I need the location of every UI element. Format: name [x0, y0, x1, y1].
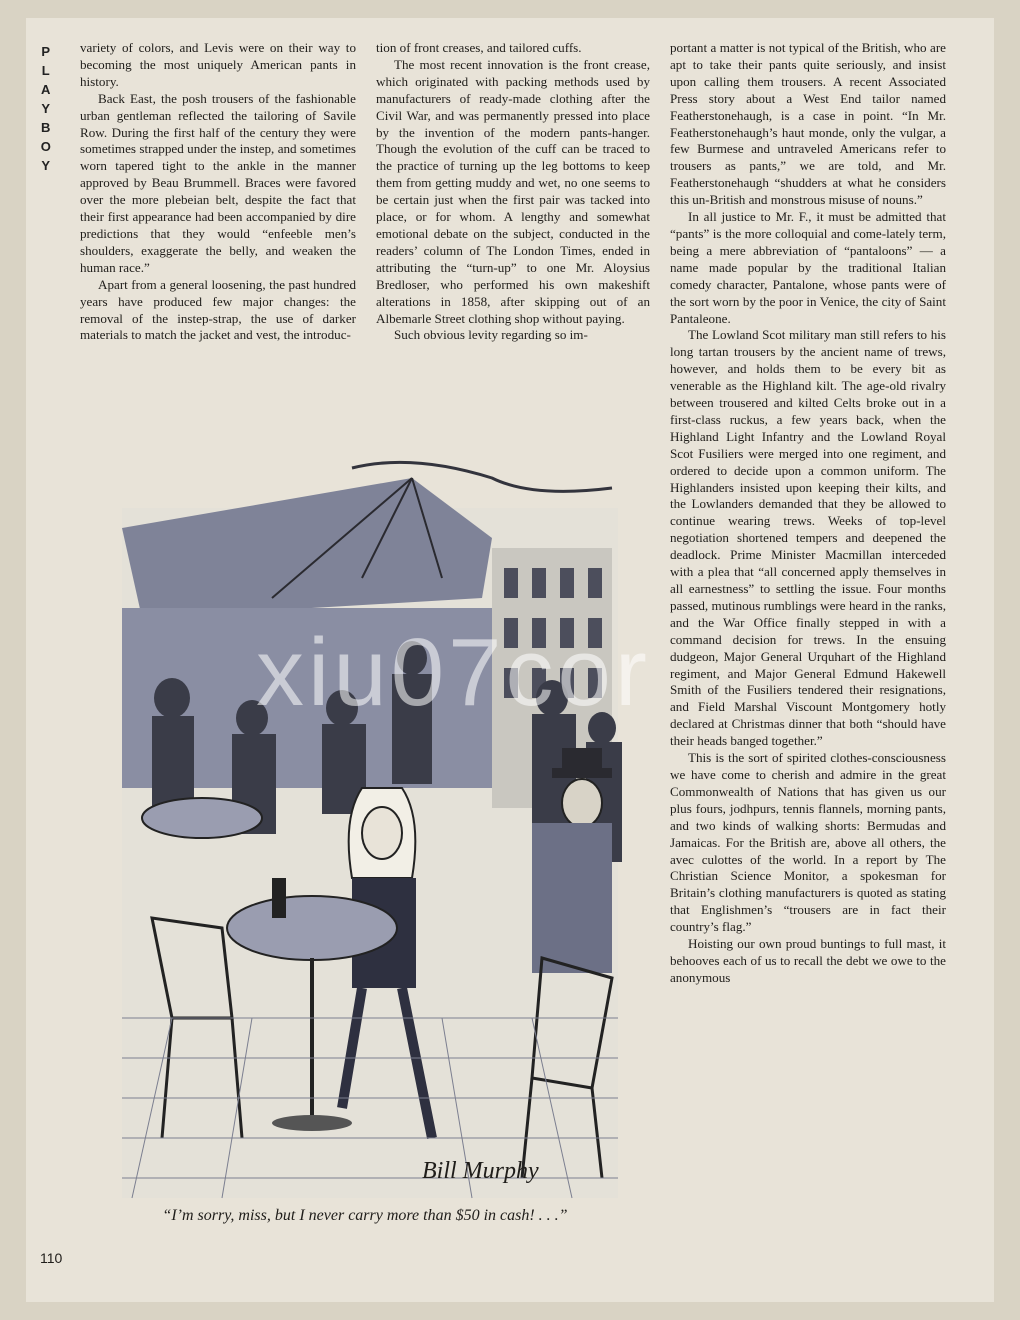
paragraph: In all justice to Mr. F., it must be admitted that “pants” is the more colloquial and come-lately term, being a mere abbreviation of “pantaloons” — a name made popular by the traditional Italian comedy character, Pantalone, whose pants were of the sort worn by the poor in Venice, the city of Saint Pantaleone. [670, 209, 946, 326]
artist-signature: Bill Murphy [422, 1158, 539, 1184]
paragraph: The most recent innovation is the front crease, which originated with packing methods used by manufacturers of ready-made clothing after the Civil War, and was permanently pressed into place by the invention of the modern pants-hanger. Though the evolution of the cuff can be traced to the practice of turning up the leg bottoms to keep them from getting muddy and wet, no one seems to be certain just when the first pair was tacked into place, or for whom. A lengthy and somewhat emotional debate on the subject, conducted in the readers’ column of The London Times, ended in attributing the “turn-up” to one Mr. Aloysius Bredloser, who performed his own makeshift alterations in 1858, after skipping out of an Albemarle Street clothing shop without paying. [376, 56, 650, 326]
logo-letter: Y [41, 158, 51, 173]
logo-letter: A [41, 82, 51, 97]
paragraph: Back East, the posh trousers of the fashionable urban gentleman reflected the tailoring of Savile Row. During the first half of the century they were sometimes strapped under the instep, and sometimes worn tapered tight to the ankle in the manner approved by Beau Brummell. Braces were favored over the more plebeian belt, despite the fact that their first appearance had been accompanied by dire predictions that they would “enfeeble men’s shoulders, exaggerate the belly, and weaken the human race.” [80, 90, 356, 275]
logo-letter: B [41, 120, 51, 135]
paragraph: variety of colors, and Levis were on their way to becoming the most uniquely American pants in history. [80, 40, 356, 89]
paragraph: tion of front creases, and tailored cuffs. [376, 40, 582, 55]
paragraph: This is the sort of spirited clothes-consciousness we have come to cherish and admire in the great Commonwealth of Nations that has given us our plus fours, jodhpurs, tennis flannels, morning pants, and two kinds of walking shorts: Bermudas and Jamaicas. For the British are, above all others, the avec culottes of the world. In a report by The Christian Science Monitor, a spokesman for Britain’s clothing manufacturers is quoted as stating that Englishmen’s “trousers are in fact their country’s flag.” [670, 750, 946, 935]
cafe-cartoon-illustration [112, 458, 626, 1206]
cartoon-caption: “I’m sorry, miss, but I never carry more than $50 in cash! . . .” [162, 1207, 568, 1224]
paragraph: Hoisting our own proud buntings to full mast, it behooves each of us to recall the debt we owe to the anonymous [670, 936, 946, 985]
text-column-2 [376, 40, 650, 344]
logo-letter: L [41, 63, 51, 78]
awning [122, 478, 492, 618]
paragraph: portant a matter is not typical of the British, who are apt to take their pants quite seriously, and insist upon calling them trousers. A recent Associated Press story about a West End tailor named Featherstonehaugh, is a case in point. “In Mr. Featherstonehaugh’s haut monde, only the vulgar, a few Burmese and untraveled Americans refer to trousers as pants,” we are told, and Mr. Featherstonehaugh “shudders at what he considers this un-British and monstrous misuse of nouns.” [670, 40, 946, 208]
page-number: 110 [40, 1250, 63, 1266]
paragraph: Such obvious levity regarding so im- [394, 327, 588, 343]
logo-letter: P [41, 44, 51, 59]
logo-letter: O [40, 139, 52, 154]
paragraph: The Lowland Scot military man still refers to his long tartan trousers by the ancient name of trews, however, and holds them to be every bit as venerable as the Highland kilt. The age-old rivalry between trousered and kilted Celts broke out in a first-class ruckus, a few years back, when the Highland Light Infantry and the Lowland Royal Scot Fusiliers were merged into one regiment, and ordered to decide upon a common uniform. The Highlanders insisted upon keeping their kilts, and the Lowlanders demanded that they be allowed to continue wearing trews. Weeks of top-level negotiation shortened tempers and deepened the deadlock. Prime Minister Macmillan interceded with a plea that “all concerned apply themselves in all earnestness” to settling the issue. Four months passed, mutinous rumblings were heard in the ranks, and the War Office finally stepped in with a command decision for trews. In the ensuing dudgeon, Major General Urquhart of the Highland regiment, and Major General Edmund Hakewell Smith of the Fusiliers tendered their resignations, and Field Marshal Viscount Montgomery hotly declared at Christmas dinner that both “should have their heads banged together.” [670, 327, 946, 749]
text-column-3 [670, 40, 946, 987]
watermark: xiu07cor [256, 619, 651, 726]
magazine-page [26, 18, 994, 1302]
text-column-1 [80, 40, 356, 344]
magazine-name-vertical [34, 42, 58, 175]
paragraph: Apart from a general loosening, the past hundred years have produced few major changes: the removal of the instep-strap, the use of darker materials to match the jacket and vest, the introduc- [80, 276, 356, 343]
logo-letter: Y [41, 101, 51, 116]
